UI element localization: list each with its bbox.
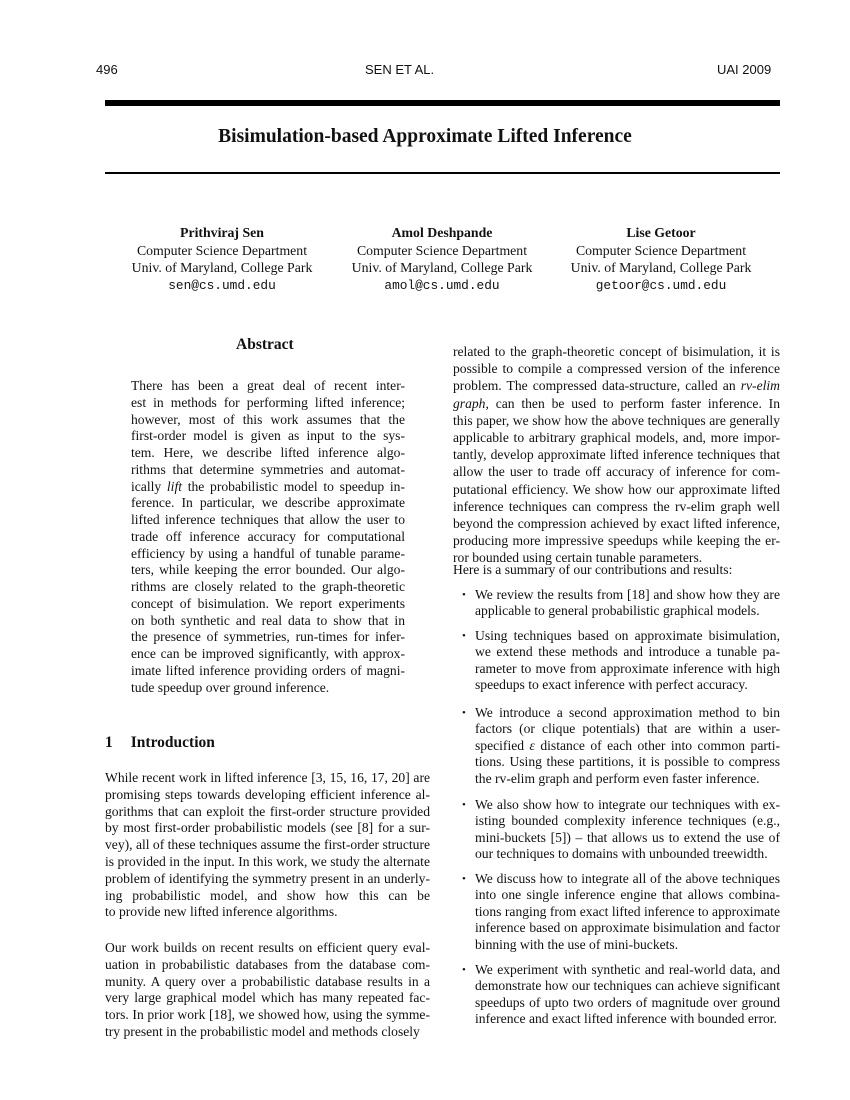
text-line bbox=[453, 412, 780, 429]
text-line bbox=[105, 940, 430, 957]
text-segment: problem of identifying the symmetry present in an underly- bbox=[105, 870, 430, 886]
text-line bbox=[131, 412, 405, 429]
text-segment: trade off inference accuracy for computational bbox=[131, 528, 405, 544]
contribution-item bbox=[462, 628, 780, 694]
text-line bbox=[105, 854, 430, 871]
text-segment: promising steps towards developing efficient inference al- bbox=[105, 786, 430, 802]
text-line bbox=[453, 463, 780, 480]
text-segment: ference. In particular, we describe approximate bbox=[131, 495, 405, 511]
bullet-icon: • bbox=[462, 873, 466, 885]
text-segment: to provide new lifted inference algorithms. bbox=[105, 904, 338, 920]
running-title: SEN ET AL. bbox=[365, 62, 435, 77]
text-line bbox=[105, 974, 430, 991]
text-segment: very large graphical model which has many repeated fac- bbox=[105, 990, 430, 1006]
text-line bbox=[131, 462, 405, 479]
text-line bbox=[453, 343, 780, 360]
text-line bbox=[131, 629, 405, 646]
text-line bbox=[131, 546, 405, 563]
text-segment: ence can be improved significantly, with approx- bbox=[131, 646, 405, 661]
text-segment: mini-buckets [5]) – that allows us to extend the use of bbox=[475, 829, 780, 845]
text-line bbox=[453, 377, 780, 394]
text-segment: distance of each other into common parti- bbox=[534, 737, 780, 753]
text-line bbox=[475, 846, 780, 862]
text-segment: tem. Here, we describe lifted inference algo- bbox=[131, 445, 405, 460]
text-segment: We experiment with synthetic and real-world data, and bbox=[475, 962, 780, 977]
text-line bbox=[475, 738, 780, 754]
text-segment: ters, while keeping the error bounded. Our algo- bbox=[131, 562, 405, 578]
text-line bbox=[475, 603, 780, 619]
text-line bbox=[475, 887, 780, 903]
author-email[interactable]: getoor@cs.umd.edu bbox=[595, 277, 727, 293]
text-line bbox=[105, 904, 430, 921]
text-segment: into one single inference engine that allows combina- bbox=[475, 887, 780, 903]
text-line bbox=[475, 937, 780, 953]
right-paragraph bbox=[453, 343, 780, 566]
text-segment: rithms are closely related to the graph-theoretic bbox=[131, 579, 405, 594]
text-segment: There has been a great deal of recent inter- bbox=[131, 378, 405, 393]
text-line bbox=[131, 529, 405, 546]
text-segment: est in methods for performing lifted inference; bbox=[131, 394, 405, 410]
text-segment: gorithms that can exploit the first-order structure provided bbox=[105, 803, 430, 819]
text-segment: ror bounded using certain tunable parameters. bbox=[453, 550, 703, 566]
intro-paragraph-2 bbox=[105, 940, 430, 1041]
text-segment: the probabilistic model to speedup in- bbox=[182, 478, 405, 494]
text-line bbox=[453, 498, 780, 515]
intro-paragraph-1 bbox=[105, 770, 430, 921]
text-line bbox=[131, 495, 405, 512]
text-line bbox=[105, 804, 430, 821]
text-line bbox=[131, 395, 405, 412]
text-segment: this paper, we show how the above techniques are generally bbox=[453, 412, 780, 428]
italic-text: graph bbox=[453, 395, 486, 411]
text-segment: We also show how to integrate our techniques with ex- bbox=[475, 797, 780, 812]
text-line bbox=[105, 957, 430, 974]
text-segment: is provided in the input. In this work, we study the alternate bbox=[105, 853, 430, 869]
text-line bbox=[475, 995, 780, 1011]
author-affiliation: Univ. of Maryland, College Park bbox=[351, 260, 533, 275]
contribution-item bbox=[462, 962, 780, 1028]
text-line bbox=[131, 378, 405, 395]
text-line bbox=[131, 512, 405, 529]
abstract-text bbox=[131, 378, 405, 696]
text-segment: isting bounded complexity inference techniques (e.g., bbox=[475, 813, 780, 829]
text-line bbox=[105, 990, 430, 1007]
section-title: Introduction bbox=[130, 734, 215, 751]
italic-text: ε bbox=[529, 737, 535, 753]
text-segment: ically bbox=[131, 478, 167, 494]
author-email[interactable]: sen@cs.umd.edu bbox=[168, 277, 276, 293]
text-segment: by most first-order probabilistic models (see [8] for a sur- bbox=[105, 820, 430, 836]
text-segment: the rv-elim graph and perform even faster inference. bbox=[475, 770, 760, 786]
text-segment: tions ranging from exact lifted inference to approximate bbox=[475, 903, 780, 919]
text-segment: , can then be used to perform faster inference. In bbox=[485, 395, 780, 411]
italic-text: lift bbox=[166, 478, 183, 494]
text-segment: rameter to move from approximate inference with high bbox=[475, 660, 780, 676]
text-segment: speedups to exact inference with perfect accuracy. bbox=[475, 677, 748, 693]
text-segment: try present in the probabilistic model and methods closely bbox=[105, 1023, 420, 1039]
text-segment: tude speedup over ground inference. bbox=[131, 679, 330, 695]
text-segment: on both synthetic and real data to show that in bbox=[131, 612, 405, 628]
text-line bbox=[105, 1024, 430, 1041]
text-line bbox=[453, 395, 780, 412]
author-name: Prithviraj Sen bbox=[180, 225, 264, 240]
text-segment: vey), all of these techniques assume the first-order structure bbox=[105, 837, 430, 853]
abstract-heading: Abstract bbox=[236, 336, 294, 353]
text-line bbox=[475, 754, 780, 770]
text-segment: beyond the compression achieved by exact lifted inference, bbox=[453, 515, 780, 531]
text-segment: tions. Using these partitions, it is possible to compress bbox=[475, 754, 780, 770]
text-segment: lifted inference techniques that allow the user to bbox=[131, 512, 405, 527]
text-line bbox=[475, 661, 780, 677]
text-line bbox=[131, 596, 405, 613]
text-line bbox=[475, 904, 780, 920]
contribution-item bbox=[462, 587, 780, 620]
author-dept: Computer Science Department bbox=[136, 242, 308, 258]
text-line bbox=[453, 446, 780, 463]
section-number: 1 bbox=[105, 734, 113, 751]
text-segment: imate lifted inference providing orders of magni- bbox=[131, 662, 405, 678]
text-segment: putational efficiency. We show how our approximate lifted bbox=[453, 481, 780, 497]
text-segment: producing more impressive speedups while keeping the er- bbox=[453, 533, 780, 549]
text-line bbox=[131, 613, 405, 630]
bullet-icon: • bbox=[462, 707, 466, 719]
text-segment: possible to compile a compressed version of the inference bbox=[453, 361, 780, 377]
text-segment: however, most of this work assumes that the bbox=[131, 411, 405, 427]
text-segment: munity. A query over a probabilistic database results in a bbox=[105, 973, 430, 989]
text-segment: We introduce a second approximation method to bin bbox=[475, 705, 780, 720]
text-line bbox=[475, 813, 780, 829]
author-affiliation: Univ. of Maryland, College Park bbox=[131, 260, 313, 275]
text-line bbox=[475, 797, 780, 813]
text-segment: rithms that determine symmetries and automat- bbox=[131, 461, 405, 477]
contribution-item bbox=[462, 705, 780, 787]
text-segment: Using techniques based on approximate bisimulation, bbox=[475, 628, 780, 643]
text-segment: tors. In prior work [18], we showed how, using the symme- bbox=[105, 1007, 430, 1023]
text-segment: Our work builds on recent results on efficient query eval- bbox=[105, 940, 430, 955]
page-number: 496 bbox=[96, 62, 118, 77]
text-line bbox=[105, 837, 430, 854]
text-line bbox=[475, 830, 780, 846]
text-segment: related to the graph-theoretic concept of bisimulation, it is bbox=[453, 344, 780, 359]
text-line bbox=[475, 705, 780, 721]
contribution-item bbox=[462, 797, 780, 863]
text-line bbox=[131, 562, 405, 579]
text-line bbox=[475, 771, 780, 787]
text-segment: applicable to general probabilistic graphical models. bbox=[475, 603, 760, 619]
text-line bbox=[475, 920, 780, 936]
text-line bbox=[453, 360, 780, 377]
text-line bbox=[475, 721, 780, 737]
text-segment: applicable to arbitrary graphical models, and, more impor- bbox=[453, 429, 780, 445]
text-line bbox=[131, 579, 405, 596]
text-segment: We discuss how to integrate all of the above techniques bbox=[475, 871, 780, 886]
author-3 bbox=[551, 224, 771, 294]
text-segment: inference based on approximate bisimulation and factor bbox=[475, 920, 780, 936]
author-email[interactable]: amol@cs.umd.edu bbox=[384, 277, 500, 293]
text-line bbox=[453, 532, 780, 549]
text-segment: specified bbox=[475, 737, 530, 753]
text-segment: our techniques to domains with unbounded treewidth. bbox=[475, 846, 768, 862]
text-line bbox=[131, 680, 405, 697]
summary-intro: Here is a summary of our contributions and results: bbox=[453, 562, 733, 577]
text-line bbox=[131, 479, 405, 496]
text-line bbox=[475, 978, 780, 994]
text-line bbox=[105, 770, 430, 787]
bullet-icon: • bbox=[462, 964, 466, 976]
text-line bbox=[475, 587, 780, 603]
text-segment: While recent work in lifted inference [3, 15, 16, 17, 20] are bbox=[105, 770, 430, 785]
text-line bbox=[131, 663, 405, 680]
text-segment: speedups of upto two orders of magnitude over ground bbox=[475, 994, 780, 1010]
author-name: Amol Deshpande bbox=[391, 225, 493, 240]
text-line bbox=[105, 871, 430, 888]
paper-title: Bisimulation-based Approximate Lifted Inference bbox=[218, 126, 632, 147]
text-segment: allow the user to trade off accuracy of inference for com- bbox=[453, 464, 780, 480]
text-segment: efficiency by using a handful of tunable parame- bbox=[131, 545, 405, 561]
text-line bbox=[475, 644, 780, 660]
text-segment: inference techniques can compress the rv-elim graph well bbox=[453, 498, 780, 514]
top-rule bbox=[105, 100, 780, 106]
author-2 bbox=[332, 224, 552, 294]
text-line bbox=[475, 628, 780, 644]
text-line bbox=[105, 1007, 430, 1024]
text-line bbox=[453, 429, 780, 446]
text-segment: uation in probabilistic databases from the database com- bbox=[105, 956, 430, 972]
text-segment: binning with the use of mini-buckets. bbox=[475, 936, 679, 952]
title-rule bbox=[105, 172, 780, 174]
text-line bbox=[453, 515, 780, 532]
text-segment: tantly, develop approximate lifted inference techniques that bbox=[453, 447, 780, 463]
text-line bbox=[475, 1011, 780, 1027]
text-line bbox=[105, 820, 430, 837]
text-line bbox=[475, 871, 780, 887]
bullet-icon: • bbox=[462, 799, 466, 811]
text-segment: the presence of symmetries, run-times for infer- bbox=[131, 629, 405, 645]
text-segment: demonstrate how our techniques can achieve significant bbox=[475, 978, 780, 994]
author-affiliation: Univ. of Maryland, College Park bbox=[570, 260, 752, 275]
italic-text: rv-elim bbox=[740, 378, 780, 394]
text-segment: we extend these methods and introduce a tunable pa- bbox=[475, 644, 780, 660]
text-segment: concept of bisimulation. We report experiments bbox=[131, 595, 405, 611]
text-segment: We review the results from [18] and show how they are bbox=[475, 587, 780, 602]
text-segment: ing probabilistic model, and show how this can be bbox=[105, 887, 430, 903]
author-name: Lise Getoor bbox=[626, 225, 696, 240]
text-line bbox=[453, 481, 780, 498]
text-segment: problem. The compressed data-structure, called an bbox=[453, 378, 741, 394]
text-segment: first-order model is given as input to the sys- bbox=[131, 428, 405, 444]
text-line bbox=[105, 787, 430, 804]
text-line bbox=[131, 445, 405, 462]
author-dept: Computer Science Department bbox=[575, 242, 747, 258]
text-segment: inference and exact lifted inference with bounded error. bbox=[475, 1011, 777, 1027]
text-line bbox=[475, 677, 780, 693]
text-line bbox=[475, 962, 780, 978]
text-segment: factors (or clique potentials) that are within a user- bbox=[475, 721, 780, 737]
venue: UAI 2009 bbox=[717, 62, 772, 77]
contribution-item bbox=[462, 871, 780, 953]
author-dept: Computer Science Department bbox=[356, 242, 528, 258]
bullet-icon: • bbox=[462, 630, 466, 642]
text-line bbox=[105, 888, 430, 905]
text-line bbox=[131, 428, 405, 445]
bullet-icon: • bbox=[462, 589, 466, 601]
author-1 bbox=[112, 224, 332, 294]
text-line bbox=[131, 646, 405, 663]
section-heading bbox=[105, 734, 215, 752]
